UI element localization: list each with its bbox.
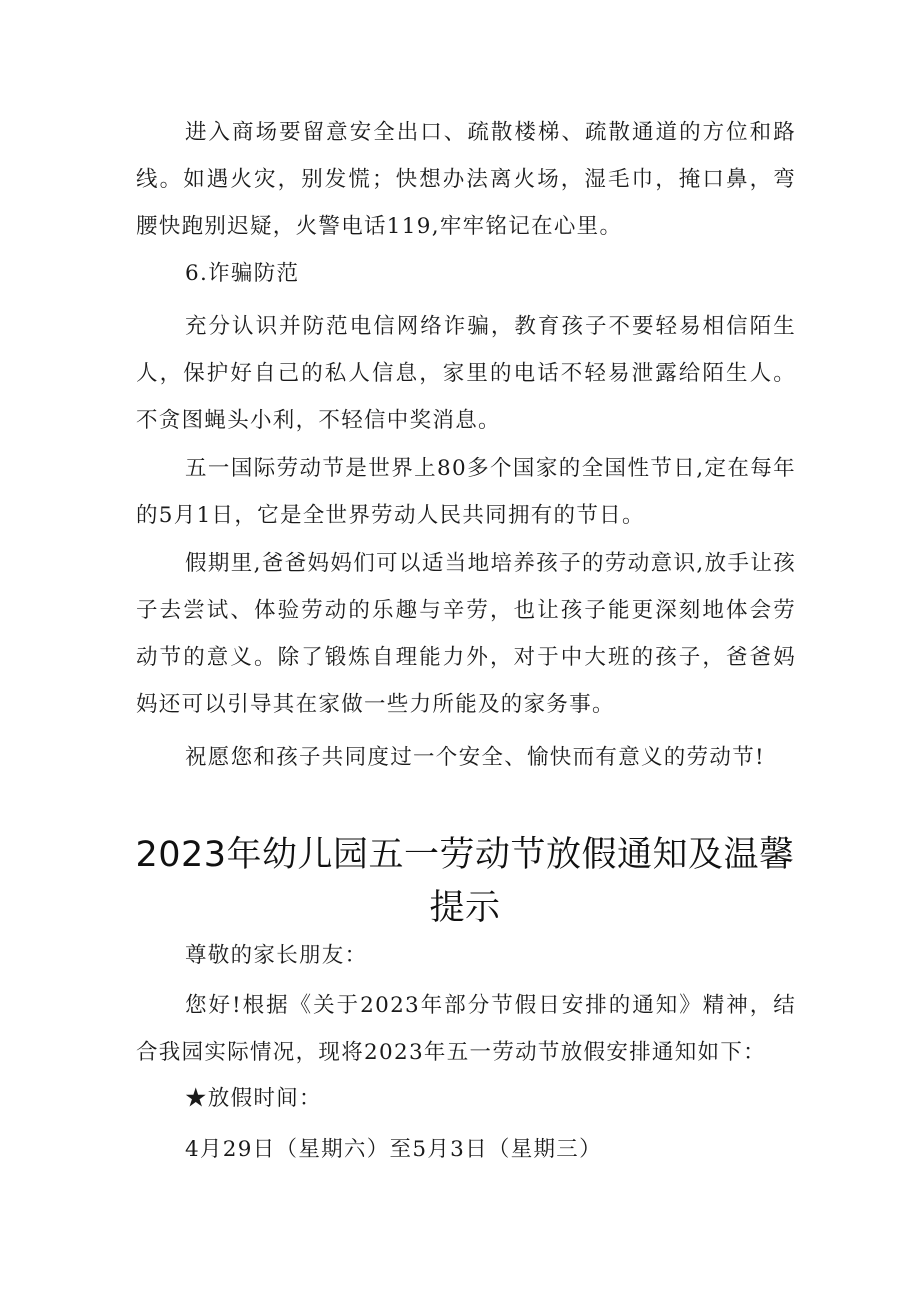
holiday-dates: 4月29日（星期六）至5月3日（星期三） (185, 1137, 602, 1162)
labor-day-intro-paragraph: 五一国际劳动节是世界上80多个国家的全国性节日,定在每年的5月1日，它是全世界劳动人民共同拥有的节日。 (136, 456, 796, 528)
fire-safety-paragraph: 进入商场要留意安全出口、疏散楼梯、疏散通道的方位和路线。如遇火灾，别发慌；快想办法离火场，湿毛巾，掩口鼻，弯腰快跑别迟疑，火警电话119,牢牢铭记在心里。 (136, 120, 796, 239)
notice-greeting: 尊敬的家长朋友： (185, 943, 368, 968)
notice-intro-paragraph: 您好!根据《关于2023年部分节假日安排的通知》精神，结合我园实际情况，现将2023年五一劳动节放假安排通知如下： (136, 993, 796, 1065)
closing-wish-paragraph: 祝愿您和孩子共同度过一个安全、愉快而有意义的劳动节! (185, 745, 765, 770)
notice-title: 2023年幼儿园五一劳动节放假通知及温馨提示 (135, 835, 795, 928)
holiday-activities-paragraph: 假期里,爸爸妈妈们可以适当地培养孩子的劳动意识,放手让孩子去尝试、体验劳动的乐趣与辛劳，也让孩子能更深刻地体会劳动节的意义。除了锻炼自理能力外，对于中大班的孩子，爸爸妈妈还可以引导其在家做一些力所能及的家务事。 (136, 551, 796, 717)
fraud-prevention-paragraph: 充分认识并防范电信网络诈骗，教育孩子不要轻易相信陌生人，保护好自己的私人信息，家里的电话不轻易泄露给陌生人。不贪图蝇头小利，不轻信中奖消息。 (136, 314, 796, 433)
fraud-prevention-heading: 6.诈骗防范 (185, 261, 300, 286)
holiday-time-heading: ★放假时间： (185, 1086, 322, 1111)
